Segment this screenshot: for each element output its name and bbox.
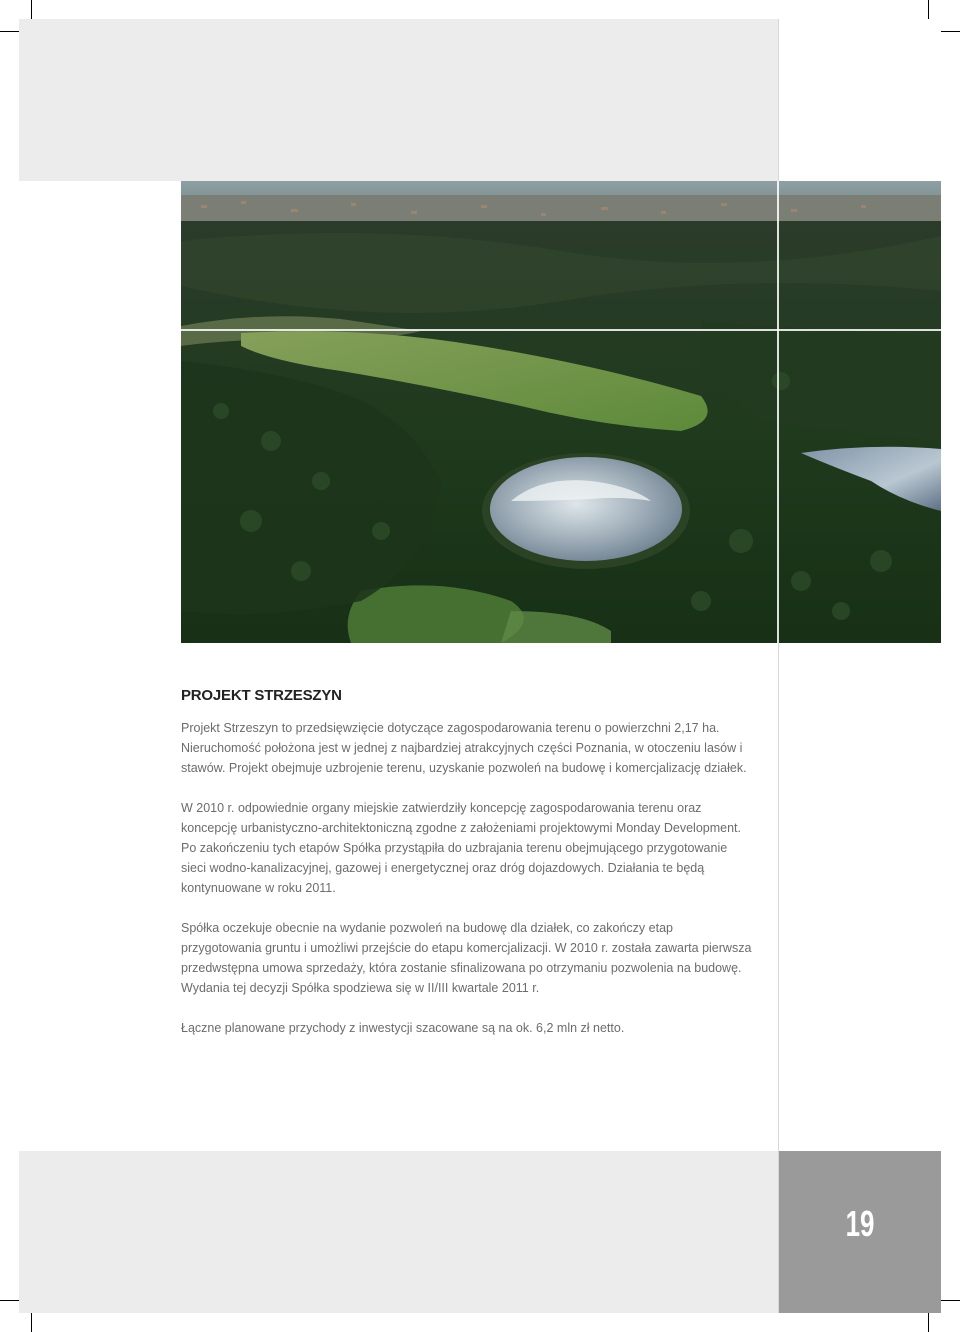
grid-line-vertical	[777, 181, 779, 643]
article-paragraph-4: Łączne planowane przychody z inwestycji szacowane są na ok. 6,2 mln zł netto.	[181, 1021, 625, 1035]
crop-mark-bl-v	[31, 1313, 32, 1332]
crop-mark-br-h	[941, 1300, 960, 1301]
crop-mark-tr-h	[941, 31, 960, 32]
grid-line-horizontal	[19, 329, 941, 331]
top-grey-band	[19, 19, 778, 181]
bottom-grey-band	[19, 1151, 778, 1313]
page-number-box	[779, 1151, 941, 1313]
article-heading: PROJEKT STRZESZYN	[181, 687, 342, 704]
aerial-photo	[181, 181, 941, 643]
page-number: 19	[845, 1203, 875, 1244]
article-paragraph-3: Spółka oczekuje obecnie na wydanie pozwoleń na budowę dla działek, co zakończy etap przygotowania gruntu i umożliwi przejście do etapu komercjalizacji. W 2010 r. została zawarta pierwsza przedwstępna umowa sprzedaży, która zostanie sfinalizowana po otrzymaniu pozwolenia na budowę. Wydania tej decyzji Spółka spodziewa się w II/III kwartale 2011 r.	[181, 921, 752, 995]
crop-mark-br-v	[928, 1313, 929, 1332]
crop-mark-bl-h	[0, 1300, 19, 1301]
article-paragraph-2: W 2010 r. odpowiednie organy miejskie zatwierdziły koncepcję zagospodarowania terenu oraz koncepcję urbanistyczno-architektoniczną zgodne z założeniami projektowymi Monday Development. Po zakończeniu tych etapów Spółka przystąpiła do uzbrajania terenu obejmującego przygotowanie sieci wodno-kanalizacyjnej, gazowej i energetycznej oraz dróg dojazdowych. Działania te będą kontynuowane w roku 2011.	[181, 801, 742, 895]
crop-mark-tl-h	[0, 31, 19, 32]
article	[181, 686, 753, 1058]
crop-mark-tr-v	[928, 0, 929, 19]
crop-mark-tl-v	[31, 0, 32, 19]
article-paragraph-1: Projekt Strzeszyn to przedsięwzięcie dotyczące zagospodarowania terenu o powierzchni 2,17 ha. Nieruchomość położona jest w jednej z najbardziej atrakcyjnych części Poznania, w otoczeniu lasów i stawów. Projekt obejmuje uzbrojenie terenu, uzyskanie pozwoleń na budowę i komercjalizację działek.	[181, 721, 747, 775]
